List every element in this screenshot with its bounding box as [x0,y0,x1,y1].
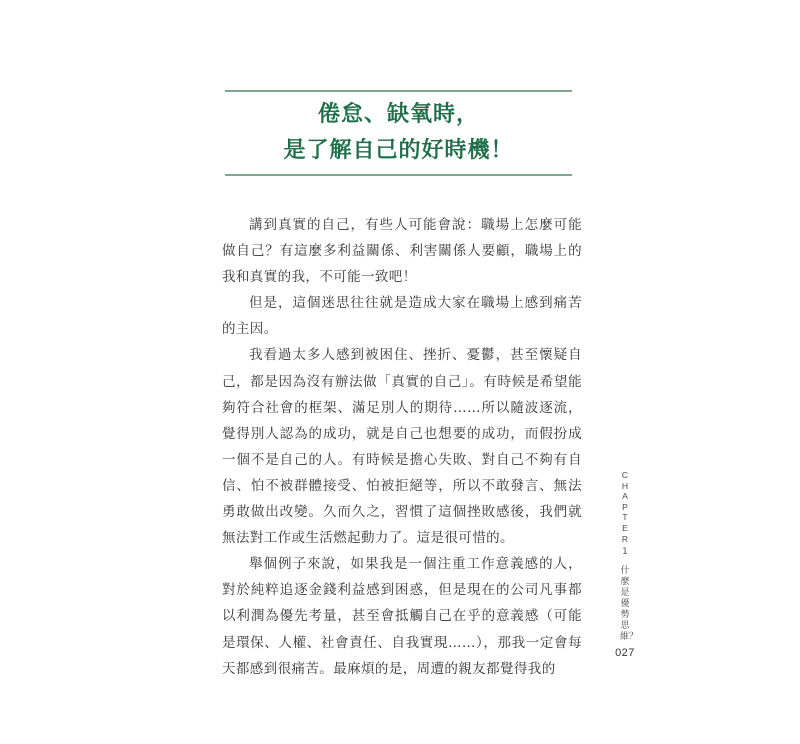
chapter-section-title [225,90,572,176]
body-text [222,212,582,682]
chapter-number: 1 [622,547,628,558]
chapter-label: CHAPTER [621,470,629,544]
paragraph-1: 講到真實的自己，有些人可能會說：職場上怎麼可能做自己？有這麼多利益關係、利害關係人要顧，職場上的我和真實的我，不可能一致吧！ [222,217,582,286]
chapter-side-rail [617,470,639,643]
page-number: 027 [615,647,635,659]
paragraph-3: 我看過太多人感到被困住、挫折、憂鬱，甚至懷疑自己，都是因為沒有辦法做「真實的自己」。有時候是希望能夠符合社會的框架、滿足別人的期待……所以隨波逐流，覺得別人認為的成功，就是自己也想要的成功，而假扮成一個不是自己的人。有時候是擔心失敗、對自己不夠有自信、怕不被群體接受、怕被拒絕等，所以不敢發言、無法勇敢做出改變。久而久之，習慣了這個挫敗感後，我們就無法對工作或生活燃起動力了。這是很可惜的。 [222,347,582,547]
title-line-1: 倦怠、缺氧時， [317,102,479,127]
paragraph-2: 但是，這個迷思往往就是造成大家在職場上感到痛苦的主因。 [222,295,582,338]
paragraph-4: 舉個例子來說，如果我是一個注重工作意義感的人，對於純粹追逐金錢利益感到困惑，但是現在的公司凡事都以利潤為優先考量，甚至會抵觸自己在乎的意義感（可能是環保、人權、社會責任、自我實現……），那我一定會每天都感到很痛苦。最麻煩的是，周遭的親友都覺得我的 [222,556,582,677]
title-top-rule [225,90,572,92]
title-bottom-rule [225,174,572,176]
title-line-2: 是了解自己的好時機！ [283,138,514,163]
chapter-subtitle: 什麼是優勢思維？ [620,566,639,643]
